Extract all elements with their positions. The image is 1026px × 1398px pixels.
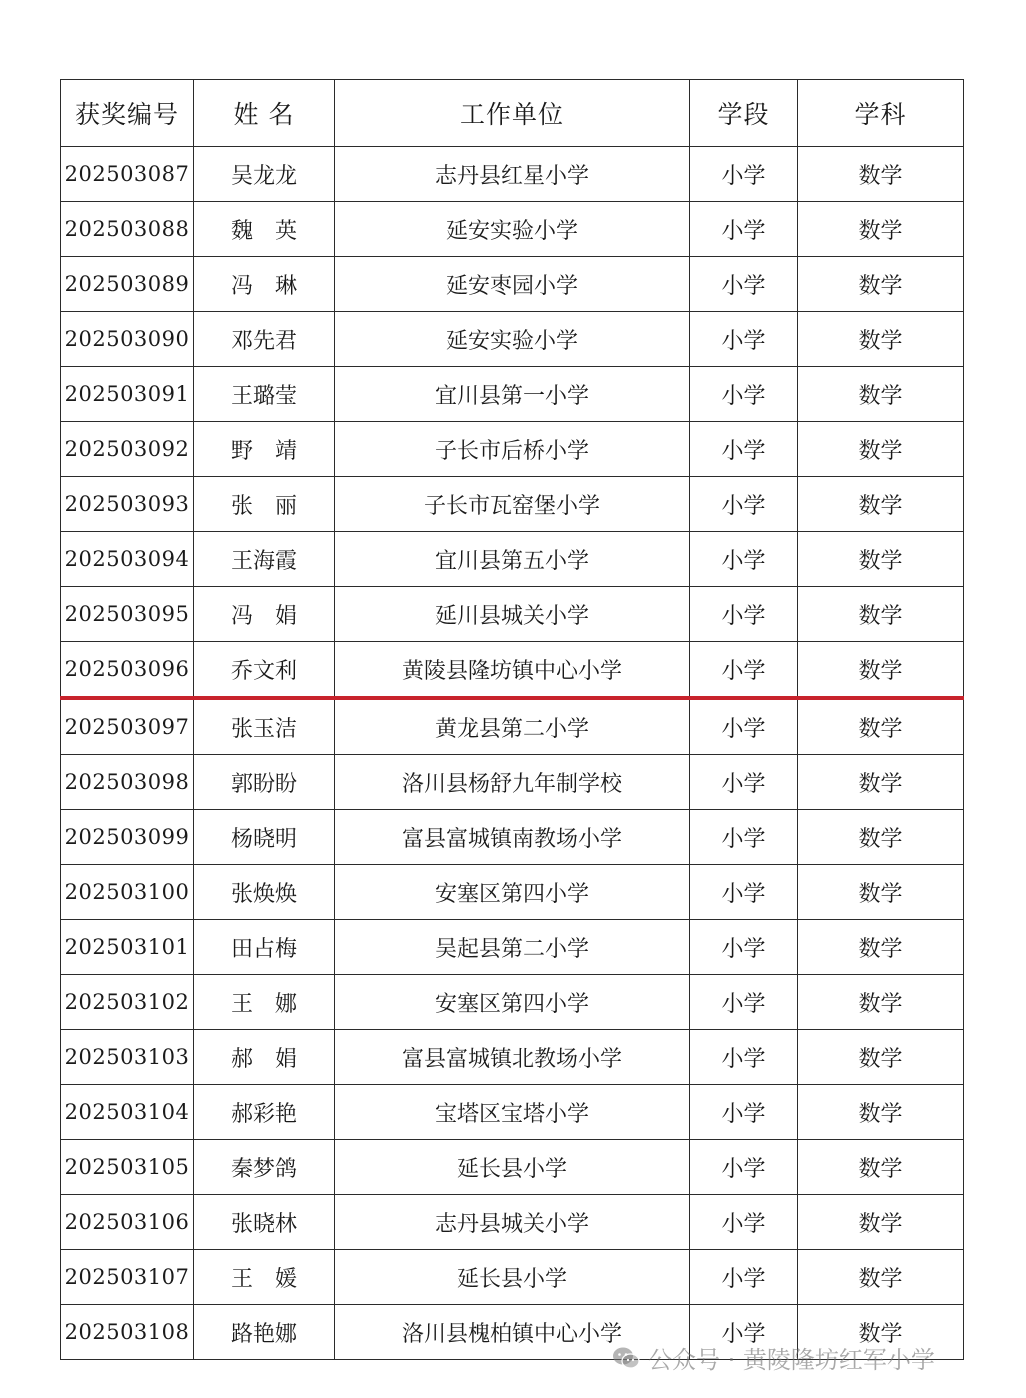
cell-work-unit: 子长市瓦窑堡小学 — [335, 477, 690, 532]
table-row — [61, 1140, 964, 1195]
cell-award-number: 202503107 — [61, 1250, 194, 1305]
table-row — [61, 367, 964, 422]
cell-name: 冯 娟 — [194, 587, 335, 642]
cell-work-unit: 富县富城镇北教场小学 — [335, 1030, 690, 1085]
cell-work-unit: 延安枣园小学 — [335, 257, 690, 312]
cell-work-unit: 延安实验小学 — [335, 312, 690, 367]
cell-award-number: 202503091 — [61, 367, 194, 422]
cell-subject: 数学 — [798, 312, 964, 367]
cell-work-unit: 黄陵县隆坊镇中心小学 — [335, 642, 690, 699]
cell-award-number: 202503101 — [61, 920, 194, 975]
cell-subject: 数学 — [798, 1140, 964, 1195]
cell-school-stage: 小学 — [690, 1085, 798, 1140]
cell-subject: 数学 — [798, 642, 964, 699]
cell-work-unit: 洛川县杨舒九年制学校 — [335, 755, 690, 810]
cell-award-number: 202503102 — [61, 975, 194, 1030]
cell-name: 王璐莹 — [194, 367, 335, 422]
cell-school-stage: 小学 — [690, 865, 798, 920]
cell-name: 乔文利 — [194, 642, 335, 699]
cell-name: 张晓林 — [194, 1195, 335, 1250]
table-row — [61, 1250, 964, 1305]
table-row — [61, 477, 964, 532]
cell-subject: 数学 — [798, 1195, 964, 1250]
table-row — [61, 1030, 964, 1085]
cell-award-number: 202503108 — [61, 1305, 194, 1360]
table-row — [61, 147, 964, 202]
cell-subject: 数学 — [798, 587, 964, 642]
watermark-text: 公众号 · 黄陵隆坊红军小学 — [648, 1346, 935, 1374]
table-row — [61, 202, 964, 257]
cell-school-stage: 小学 — [690, 257, 798, 312]
cell-award-number: 202503104 — [61, 1085, 194, 1140]
cell-school-stage: 小学 — [690, 312, 798, 367]
cell-name: 邓先君 — [194, 312, 335, 367]
cell-subject: 数学 — [798, 755, 964, 810]
cell-award-number: 202503096 — [61, 642, 194, 699]
header-school-stage: 学段 — [690, 80, 798, 147]
cell-name: 郝彩艳 — [194, 1085, 335, 1140]
cell-name: 郝 娟 — [194, 1030, 335, 1085]
table-row — [61, 422, 964, 477]
wechat-icon — [612, 1346, 640, 1370]
cell-school-stage: 小学 — [690, 587, 798, 642]
cell-school-stage: 小学 — [690, 1140, 798, 1195]
cell-school-stage: 小学 — [690, 532, 798, 587]
cell-work-unit: 黄龙县第二小学 — [335, 698, 690, 755]
cell-subject: 数学 — [798, 1250, 964, 1305]
cell-subject: 数学 — [798, 920, 964, 975]
header-name: 姓 名 — [194, 80, 335, 147]
table-row — [61, 642, 964, 699]
cell-subject: 数学 — [798, 698, 964, 755]
cell-name: 王 娜 — [194, 975, 335, 1030]
table-row — [61, 810, 964, 865]
header-subject: 学科 — [798, 80, 964, 147]
cell-name: 秦梦鸽 — [194, 1140, 335, 1195]
cell-award-number: 202503098 — [61, 755, 194, 810]
cell-subject: 数学 — [798, 422, 964, 477]
cell-work-unit: 子长市后桥小学 — [335, 422, 690, 477]
header-work-unit: 工作单位 — [335, 80, 690, 147]
cell-name: 野 靖 — [194, 422, 335, 477]
cell-name: 张 丽 — [194, 477, 335, 532]
cell-name: 田占梅 — [194, 920, 335, 975]
cell-work-unit: 吴起县第二小学 — [335, 920, 690, 975]
cell-award-number: 202503092 — [61, 422, 194, 477]
cell-award-number: 202503087 — [61, 147, 194, 202]
cell-school-stage: 小学 — [690, 698, 798, 755]
cell-school-stage: 小学 — [690, 422, 798, 477]
table-row — [61, 975, 964, 1030]
cell-subject: 数学 — [798, 1085, 964, 1140]
cell-work-unit: 延安实验小学 — [335, 202, 690, 257]
cell-work-unit: 宜川县第一小学 — [335, 367, 690, 422]
award-table — [60, 79, 964, 1360]
cell-award-number: 202503088 — [61, 202, 194, 257]
cell-school-stage: 小学 — [690, 367, 798, 422]
cell-school-stage: 小学 — [690, 202, 798, 257]
cell-work-unit: 延长县小学 — [335, 1140, 690, 1195]
cell-name: 王海霞 — [194, 532, 335, 587]
cell-school-stage: 小学 — [690, 1030, 798, 1085]
cell-award-number: 202503097 — [61, 698, 194, 755]
cell-subject: 数学 — [798, 477, 964, 532]
cell-subject: 数学 — [798, 202, 964, 257]
cell-award-number: 202503089 — [61, 257, 194, 312]
cell-work-unit: 洛川县槐柏镇中心小学 — [335, 1305, 690, 1360]
table-row — [61, 865, 964, 920]
cell-work-unit: 宝塔区宝塔小学 — [335, 1085, 690, 1140]
cell-name: 张焕焕 — [194, 865, 335, 920]
cell-name: 魏 英 — [194, 202, 335, 257]
cell-work-unit: 延长县小学 — [335, 1250, 690, 1305]
cell-subject: 数学 — [798, 975, 964, 1030]
table-row — [61, 1085, 964, 1140]
table-row — [61, 920, 964, 975]
cell-subject: 数学 — [798, 1305, 964, 1360]
cell-school-stage: 小学 — [690, 920, 798, 975]
cell-award-number: 202503105 — [61, 1140, 194, 1195]
cell-school-stage: 小学 — [690, 755, 798, 810]
cell-subject: 数学 — [798, 865, 964, 920]
table-header-row — [61, 80, 964, 147]
cell-award-number: 202503090 — [61, 312, 194, 367]
table-row — [61, 257, 964, 312]
cell-subject: 数学 — [798, 147, 964, 202]
cell-name: 张玉洁 — [194, 698, 335, 755]
cell-subject: 数学 — [798, 810, 964, 865]
cell-school-stage: 小学 — [690, 1195, 798, 1250]
cell-work-unit: 志丹县城关小学 — [335, 1195, 690, 1250]
cell-name: 路艳娜 — [194, 1305, 335, 1360]
cell-award-number: 202503093 — [61, 477, 194, 532]
cell-award-number: 202503094 — [61, 532, 194, 587]
cell-name: 吴龙龙 — [194, 147, 335, 202]
cell-school-stage: 小学 — [690, 1305, 798, 1360]
cell-award-number: 202503100 — [61, 865, 194, 920]
cell-school-stage: 小学 — [690, 1250, 798, 1305]
cell-name: 冯 琳 — [194, 257, 335, 312]
cell-school-stage: 小学 — [690, 642, 798, 699]
cell-work-unit: 志丹县红星小学 — [335, 147, 690, 202]
cell-subject: 数学 — [798, 1030, 964, 1085]
cell-subject: 数学 — [798, 367, 964, 422]
cell-award-number: 202503099 — [61, 810, 194, 865]
table-row — [61, 698, 964, 755]
cell-school-stage: 小学 — [690, 477, 798, 532]
cell-subject: 数学 — [798, 257, 964, 312]
cell-name: 杨晓明 — [194, 810, 335, 865]
cell-name: 郭盼盼 — [194, 755, 335, 810]
table-row — [61, 587, 964, 642]
cell-school-stage: 小学 — [690, 975, 798, 1030]
cell-school-stage: 小学 — [690, 810, 798, 865]
table-row — [61, 1195, 964, 1250]
table-row — [61, 312, 964, 367]
cell-award-number: 202503106 — [61, 1195, 194, 1250]
cell-name: 王 媛 — [194, 1250, 335, 1305]
header-award-number: 获奖编号 — [61, 80, 194, 147]
table-row — [61, 532, 964, 587]
cell-work-unit: 延川县城关小学 — [335, 587, 690, 642]
cell-work-unit: 富县富城镇南教场小学 — [335, 810, 690, 865]
table-body — [61, 147, 964, 1360]
watermark — [612, 1340, 935, 1375]
cell-work-unit: 安塞区第四小学 — [335, 975, 690, 1030]
cell-award-number: 202503103 — [61, 1030, 194, 1085]
cell-award-number: 202503095 — [61, 587, 194, 642]
table-row — [61, 755, 964, 810]
cell-work-unit: 安塞区第四小学 — [335, 865, 690, 920]
cell-work-unit: 宜川县第五小学 — [335, 532, 690, 587]
cell-school-stage: 小学 — [690, 147, 798, 202]
cell-subject: 数学 — [798, 532, 964, 587]
